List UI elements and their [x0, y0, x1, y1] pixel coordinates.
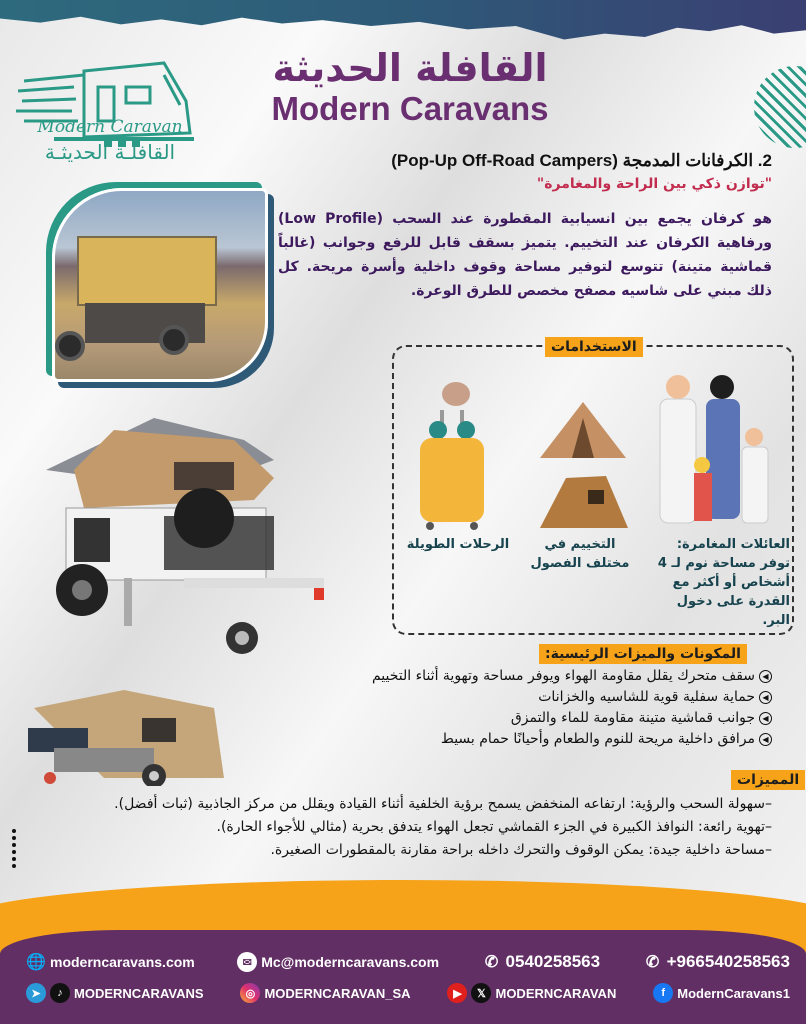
pop-up-camper-image: [14, 678, 230, 786]
phone-link-intl[interactable]: ✆ +966540258563: [643, 952, 790, 972]
components-list: [372, 666, 772, 750]
feature-item: –سهولة السحب والرؤية: ارتفاعه المنخفض يسمح برؤية الخلفية أثناء القيادة ويقلل من مركز الجاذبية (ثبات أفضل).: [114, 796, 772, 812]
chevron-circle-icon: ◀: [759, 712, 772, 725]
feature-item: –مساحة داخلية جيدة: يمكن الوقوف والتحرك داخله براحة مقارنة بالمقطورات الصغيرة.: [270, 842, 772, 858]
phone-icon: ✆: [484, 954, 499, 971]
tent-icon: [536, 400, 630, 530]
decorative-dots: [12, 829, 26, 871]
brand-title-en: Modern Caravans: [271, 90, 549, 127]
use-item-camping: التخييم في مختلف الفصول: [530, 537, 630, 571]
instagram-icon: ◎: [240, 983, 260, 1003]
chevron-circle-icon: ◀: [759, 670, 772, 683]
list-item: ◀ جوانب قماشية متينة مقاومة للماء والتمزق: [372, 708, 772, 729]
list-item: ◀ حماية سفلية قوية للشاسيه والخزانات: [372, 687, 772, 708]
feature-item: –تهوية رائعة: النوافذ الكبيرة في الجزء القماشي تجعل الهواء يتدفق بحرية (مثالي للأجواء الحارة).: [216, 819, 772, 835]
globe-icon: 🌐: [26, 954, 46, 971]
use-item-families: العائلات المغامرة: توفر مساحة نوم لـ 4 أشخاص أو أكثر مع القدرة على دخول البر.: [657, 537, 790, 628]
website-link[interactable]: 🌐 moderncaravans.com: [26, 954, 195, 971]
uses-label: الاستخدامات: [545, 337, 643, 357]
section-title: 2. الكرفانات المدمجة (Pop-Up Off-Road Campers): [391, 151, 772, 170]
list-item: ◀ سقف متحرك يقلل مقاومة الهواء ويوفر مساحة وتهوية أثناء التخييم: [372, 666, 772, 687]
facebook-link[interactable]: f ModernCaravans1: [653, 983, 790, 1003]
logo-text-ar: القافلـة الحديثـة: [44, 140, 176, 164]
suitcase-icon: [414, 380, 488, 530]
chevron-circle-icon: ◀: [759, 733, 772, 746]
features-list: [52, 793, 772, 862]
footer-social-row: [26, 983, 790, 1003]
chevron-circle-icon: ◀: [759, 691, 772, 704]
family-icon: [650, 365, 780, 530]
email-link[interactable]: ✉ Mc@moderncaravans.com: [237, 952, 439, 972]
mail-icon: ✉: [237, 952, 257, 972]
tagline: "توازن ذكي بين الراحة والمغامرة": [536, 176, 772, 192]
tiktok-icon: ♪: [50, 983, 70, 1003]
footer: [0, 930, 806, 1024]
brand-title-ar: القافلة الحديثة: [272, 46, 548, 90]
footer-contact-row: [26, 952, 790, 972]
instagram-link[interactable]: ◎ MODERNCARAVAN_SA: [240, 983, 410, 1003]
intro-paragraph: هو كرفان يجمع بين انسيابية المقطورة عند السحب (Low Profile) ورفاهية الكرفان عند التخييم. يتميز بسقف قابل للرفع وجوانب (غالباً قماشية متينة) تتوسع لتوفير مساحة وقوف داخلية وأسرة مريحة. كل ذلك مبني على شاسيه مصفح مخصص للطرق الوعرة.: [278, 211, 772, 299]
list-item: ◀ مرافق داخلية مريحة للنوم والطعام وأحيانًا حمام بسيط: [372, 729, 772, 750]
features-label: المميزات: [731, 770, 805, 790]
decorative-striped-circle: [754, 66, 806, 148]
camper-photo-desert: [52, 188, 268, 382]
telegram-icon[interactable]: ➤: [26, 983, 46, 1003]
logo-text-en: Modern Caravan: [37, 117, 183, 137]
components-label: المكونات والميزات الرئيسية:: [539, 644, 747, 664]
use-item-long-trips: الرحلات الطويلة: [406, 537, 510, 552]
x-icon: 𝕏: [471, 983, 491, 1003]
x-link[interactable]: ▶ 𝕏 MODERNCARAVAN: [447, 983, 616, 1003]
phone-link-local[interactable]: ✆ 0540258563: [482, 952, 601, 972]
tiktok-link[interactable]: ➤ ♪ MODERNCARAVANS: [26, 983, 204, 1003]
facebook-icon: f: [653, 983, 673, 1003]
youtube-icon[interactable]: ▶: [447, 983, 467, 1003]
phone-icon: ✆: [645, 954, 660, 971]
rooftop-tent-trailer-image: [44, 400, 324, 662]
